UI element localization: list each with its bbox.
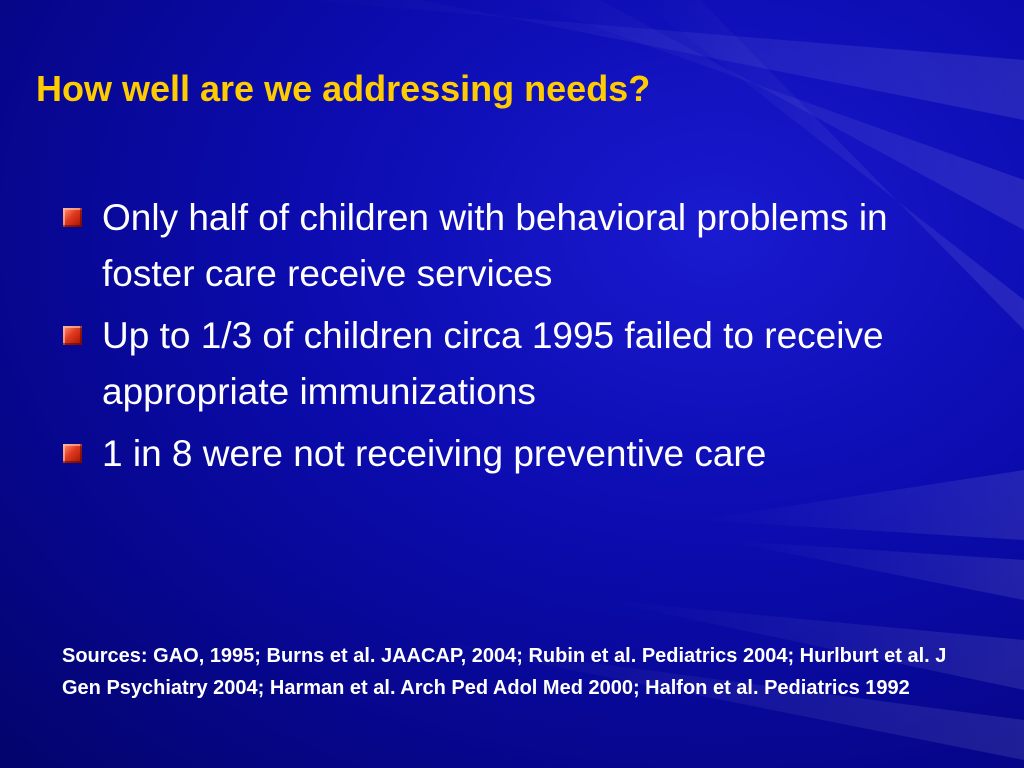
red-square-bullet-icon	[63, 208, 82, 227]
bullet-item	[60, 426, 960, 482]
bullet-item	[60, 308, 960, 420]
red-square-bullet-icon	[63, 444, 82, 463]
bullet-item	[60, 190, 960, 302]
slide-title: How well are we addressing needs?	[36, 68, 651, 109]
red-square-bullet-icon	[63, 326, 82, 345]
sources-citation: Sources: GAO, 1995; Burns et al. JAACAP, 2004; Rubin et al. Pediatrics 2004; Hurlburt et al. J Gen Psychiatry 2004; Harman et al. Arch Ped Adol Med 2000; Halfon et al. Pediatrics 1992	[62, 645, 947, 699]
bullet-list	[60, 190, 960, 488]
bullet-text: Up to 1/3 of children circa 1995 failed to receive appropriate immunizations	[102, 315, 884, 412]
bullet-text: Only half of children with behavioral problems in foster care receive services	[102, 197, 888, 294]
bullet-text: 1 in 8 were not receiving preventive care	[102, 433, 767, 474]
